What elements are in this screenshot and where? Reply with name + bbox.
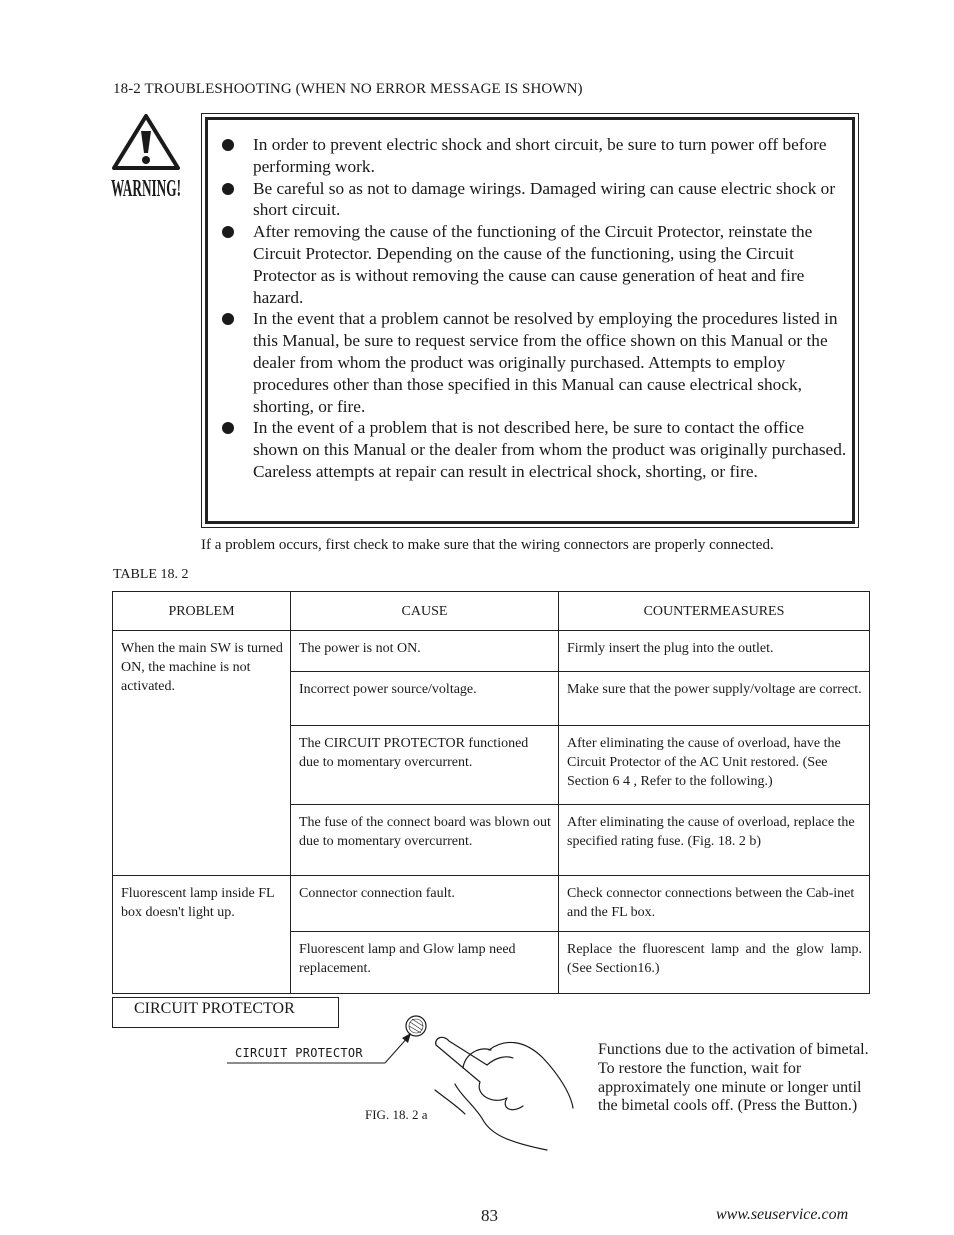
header-cause: CAUSE — [291, 592, 559, 631]
circuit-protector-callout: CIRCUIT PROTECTOR — [235, 1046, 363, 1060]
table-header-row — [113, 592, 870, 631]
bullet-icon — [222, 139, 234, 151]
check-note: If a problem occurs, first check to make sure that the wiring connectors are properly connected. — [201, 537, 774, 553]
warning-list — [220, 134, 850, 483]
cause-cell: Fluorescent lamp and Glow lamp need replacement. — [291, 932, 559, 994]
table-label: TABLE 18. 2 — [113, 567, 189, 582]
warning-item: In the event of a problem that is not described here, be sure to contact the office shown on this Manual or the dealer from whom the product was originally purchased. Careless attempts at repair can result in electrical shock, shorting, or fire. — [220, 417, 850, 482]
countermeasure-cell: Replace the fluorescent lamp and the glow lamp. (See Section16.) — [559, 932, 870, 994]
cause-cell: The fuse of the connect board was blown out due to momentary overcurrent. — [291, 805, 559, 876]
troubleshooting-table — [112, 591, 870, 994]
table-row — [113, 876, 870, 932]
cause-cell: Incorrect power source/voltage. — [291, 672, 559, 726]
circuit-protector-description: Functions due to the activation of bimetal. To restore the function, wait for approximately one minute or longer until the bimetal cools off. (Press the Button.) — [598, 1041, 869, 1115]
section-title: 18-2 TROUBLESHOOTING (WHEN NO ERROR MESSAGE IS SHOWN) — [113, 81, 583, 97]
bullet-icon — [222, 226, 234, 238]
table-row — [113, 631, 870, 672]
warning-item: In the event that a problem cannot be resolved by employing the procedures listed in this Manual, be sure to request service from the office shown on this Manual or the dealer from whom the product was originally purchased. Attempts to employ procedures other than those specified in this Manual can cause electrical shock, shorting, or fire. — [220, 308, 850, 417]
problem-cell: When the main SW is turned ON, the machine is not activated. — [113, 631, 291, 876]
warning-item: In order to prevent electric shock and short circuit, be sure to turn power off before performing work. — [220, 134, 850, 178]
figure-caption: FIG. 18. 2 a — [365, 1107, 428, 1122]
site-url: www.seuservice.com — [716, 1206, 849, 1223]
cause-cell: The CIRCUIT PROTECTOR functioned due to momentary overcurrent. — [291, 726, 559, 805]
circuit-protector-label: CIRCUIT PROTECTOR — [112, 997, 339, 1028]
hand-icon — [435, 1037, 573, 1150]
header-countermeasures: COUNTERMEASURES — [559, 592, 870, 631]
countermeasure-cell: After eliminating the cause of overload, have the Circuit Protector of the AC Unit restored. (See Section 6 4 , Refer to the following.) — [559, 726, 870, 805]
header-problem: PROBLEM — [113, 592, 291, 631]
warning-item: Be careful so as not to damage wirings. Damaged wiring can cause electric shock or short circuit. — [220, 178, 850, 222]
circuit-protector-illustration — [225, 1010, 575, 1155]
problem-cell: Fluorescent lamp inside FL box doesn't light up. — [113, 876, 291, 994]
cause-cell: Connector connection fault. — [291, 876, 559, 932]
page-number: 83 — [481, 1206, 498, 1225]
countermeasure-cell: After eliminating the cause of overload, replace the specified rating fuse. (Fig. 18. 2 b) — [559, 805, 870, 876]
bullet-icon — [222, 313, 234, 325]
bullet-icon — [222, 183, 234, 195]
warning-icon — [110, 113, 182, 201]
countermeasure-cell: Firmly insert the plug into the outlet. — [559, 631, 870, 672]
protector-button-icon — [406, 1016, 426, 1036]
countermeasure-cell: Make sure that the power supply/voltage are correct. — [559, 672, 870, 726]
cause-cell: The power is not ON. — [291, 631, 559, 672]
bullet-icon — [222, 422, 234, 434]
warning-icon-label: WARNING! — [111, 176, 181, 202]
countermeasure-cell: Check connector connections between the Cab-inet and the FL box. — [559, 876, 870, 932]
warning-item: After removing the cause of the functioning of the Circuit Protector, reinstate the Circuit Protector. Depending on the cause of the functioning, using the Circuit Protector as is without removing the cause can cause generation of heat and fire hazard. — [220, 221, 850, 308]
